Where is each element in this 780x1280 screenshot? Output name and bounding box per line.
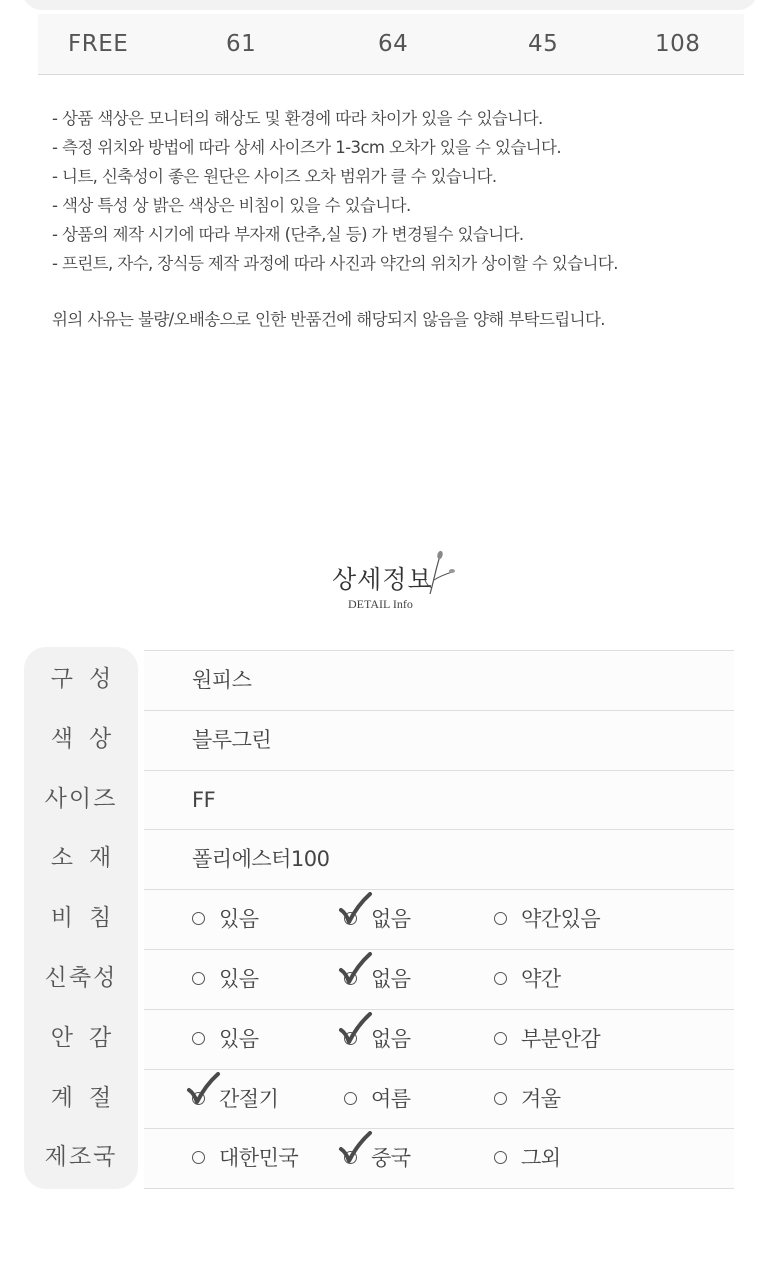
radio-circle-icon — [494, 1151, 507, 1164]
detail-option — [494, 950, 561, 1009]
size-table-header-cap — [22, 0, 758, 10]
detail-option — [344, 1070, 411, 1129]
detail-option — [192, 890, 259, 949]
detail-option — [344, 890, 411, 949]
radio-circle-icon — [344, 1092, 357, 1105]
detail-row — [144, 710, 734, 770]
checkmark-icon — [185, 1072, 225, 1112]
detail-label: 제조국 — [44, 1144, 118, 1170]
checkmark-icon — [337, 952, 377, 992]
size-cell: 61 — [226, 31, 257, 57]
note-item: - 상품의 제작 시기에 따라 부자재 (단추,실 등) 가 변경될수 있습니다. — [52, 225, 524, 244]
detail-option — [344, 1010, 411, 1069]
detail-option — [192, 1129, 298, 1188]
detail-row — [144, 1128, 734, 1189]
detail-option — [192, 1070, 278, 1129]
detail-subtitle: DETAIL Info — [348, 597, 413, 611]
detail-option-label: 약간있음 — [521, 907, 601, 931]
size-cell: 108 — [655, 31, 701, 57]
detail-label: 구성 — [50, 666, 128, 692]
notes-list — [52, 104, 732, 278]
detail-option — [494, 1010, 600, 1069]
detail-option — [494, 890, 600, 949]
detail-option — [344, 1129, 411, 1188]
detail-option-label: 중국 — [371, 1146, 411, 1170]
detail-option — [192, 1010, 259, 1069]
detail-option-label: 간절기 — [219, 1087, 279, 1111]
detail-option-label: 있음 — [219, 967, 259, 991]
detail-label: 색상 — [50, 726, 128, 752]
size-cell-label: FREE — [68, 31, 129, 57]
detail-row — [144, 650, 734, 710]
radio-circle-icon — [494, 1092, 507, 1105]
detail-label: 안감 — [50, 1025, 128, 1051]
radio-circle-icon — [192, 912, 205, 925]
radio-circle-icon — [494, 912, 507, 925]
note-item: - 측정 위치와 방법에 따라 상세 사이즈가 1-3cm 오차가 있을 수 있습니다. — [52, 138, 562, 157]
detail-label: 계절 — [50, 1085, 128, 1111]
detail-option — [192, 950, 259, 1009]
detail-label: 신축성 — [44, 965, 118, 991]
detail-option-label: 없음 — [371, 907, 411, 931]
radio-circle-icon — [192, 1151, 205, 1164]
detail-option — [494, 1129, 561, 1188]
radio-circle-icon — [494, 972, 507, 985]
radio-circle-icon — [494, 1032, 507, 1045]
checkmark-icon — [337, 892, 377, 932]
detail-title: 상세정보 — [332, 565, 433, 594]
detail-row — [144, 1009, 734, 1069]
radio-circle-icon — [192, 972, 205, 985]
detail-row — [144, 829, 734, 889]
detail-option-label: 여름 — [371, 1087, 411, 1111]
radio-circle-icon — [192, 1032, 205, 1045]
detail-value: 블루그린 — [192, 728, 272, 752]
detail-option-label: 있음 — [219, 1027, 259, 1051]
detail-option-label: 없음 — [371, 967, 411, 991]
return-notice: 위의 사유는 불량/오배송으로 인한 반품건에 해당되지 않음을 양해 부탁드립니다. — [52, 310, 605, 329]
note-item: - 색상 특성 상 밝은 색상은 비침이 있을 수 있습니다. — [52, 196, 411, 215]
detail-value: FF — [192, 788, 216, 812]
note-item: - 니트, 신축성이 좋은 원단은 사이즈 오차 범위가 클 수 있습니다. — [52, 167, 497, 186]
note-item: - 프린트, 자수, 장식등 제작 과정에 따라 사진과 약간의 위치가 상이할 수 있습니다. — [52, 254, 618, 273]
detail-value: 원피스 — [192, 668, 252, 692]
detail-option-label: 없음 — [371, 1027, 411, 1051]
detail-option-label: 부분안감 — [521, 1027, 601, 1051]
detail-row — [144, 1069, 734, 1129]
detail-option-label: 그외 — [521, 1146, 561, 1170]
detail-row — [144, 770, 734, 830]
detail-row — [144, 949, 734, 1009]
size-cell: 45 — [528, 31, 559, 57]
checkmark-icon — [337, 1012, 377, 1052]
detail-value: 폴리에스터100 — [192, 847, 330, 871]
detail-option-label: 있음 — [219, 907, 259, 931]
detail-option — [494, 1070, 561, 1129]
detail-option-label: 대한민국 — [219, 1146, 299, 1170]
size-table-row — [38, 14, 744, 75]
detail-label: 사이즈 — [44, 786, 118, 812]
checkmark-icon — [337, 1131, 377, 1171]
flower-sprig-icon — [424, 550, 458, 596]
detail-option-label: 겨울 — [521, 1087, 561, 1111]
detail-label: 비침 — [50, 905, 128, 931]
note-item: - 상품 색상은 모니터의 해상도 및 환경에 따라 차이가 있을 수 있습니다. — [52, 109, 543, 128]
detail-option-label: 약간 — [521, 967, 561, 991]
detail-label: 소재 — [50, 845, 128, 871]
size-cell: 64 — [378, 31, 409, 57]
detail-option — [344, 950, 411, 1009]
detail-row — [144, 889, 734, 949]
